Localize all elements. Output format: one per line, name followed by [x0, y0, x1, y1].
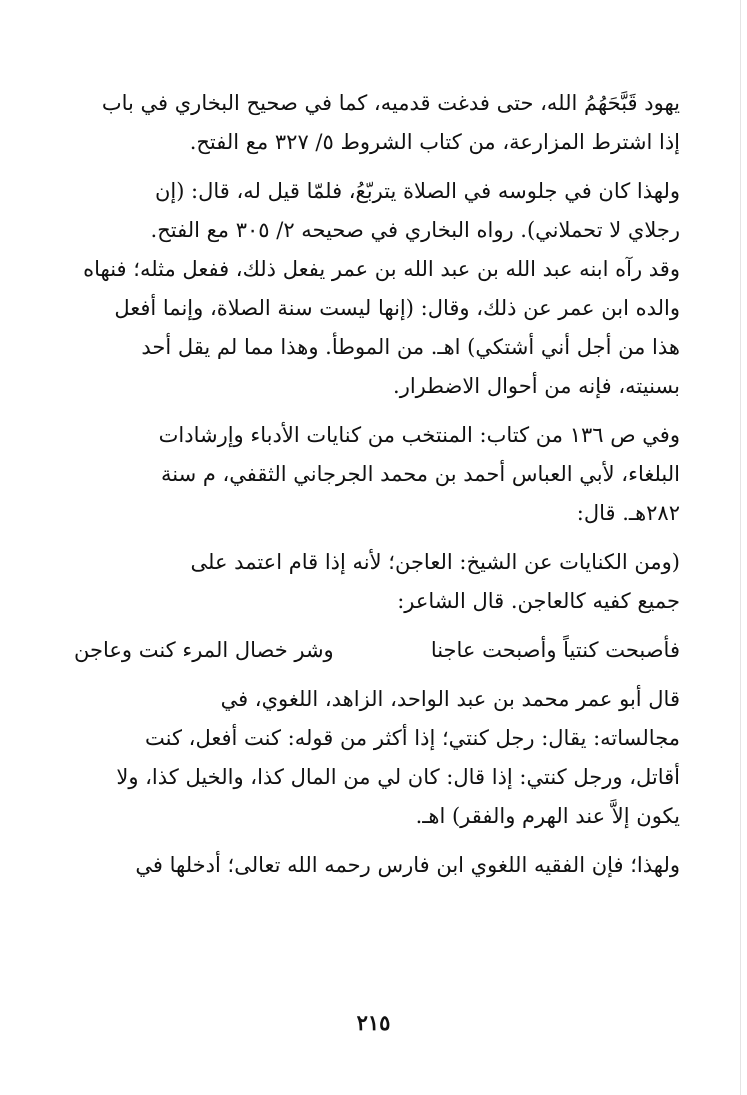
text-line: وفي ص ١٣٦ من كتاب: المنتخب من كنايات الأدباء وإرشادات: [158, 423, 680, 447]
text-line: جميع كفيه كالعاجن. قال الشاعر:: [397, 589, 680, 613]
text-line: مجالساته: يقال: رجل كنتي؛ إذا أكثر من قوله: كنت أفعل، كنت: [145, 726, 680, 750]
text-line: ٢٨٢هـ. قال:: [576, 501, 680, 525]
text-line: رجلاي لا تحملاني). رواه البخاري في صحيحه ٢/ ٣٠٥ مع الفتح.: [150, 218, 680, 242]
text-line: إذا اشترط المزارعة، من كتاب الشروط ٥/ ٣٢٧ مع الفتح.: [189, 130, 680, 154]
page-number: ٢١٥: [356, 1010, 391, 1035]
text-line: والده ابن عمر عن ذلك، وقال: (إنها ليست سنة الصلاة، وإنما أفعل: [114, 296, 680, 320]
text-line: يكون إلاَّ عند الهرم والفقر) اهـ.: [415, 804, 680, 828]
paragraph-3: [74, 416, 680, 533]
text-line: (ومن الكنايات عن الشيخ: العاجن؛ لأنه إذا قام اعتمد على: [190, 550, 680, 574]
text-line: بسنيته، فإنه من أحوال الاضطرار.: [393, 374, 680, 398]
text-line: قال أبو عمر محمد بن عبد الواحد، الزاهد، اللغوي، في: [220, 687, 680, 711]
text-line: ولهذا؛ فإن الفقيه اللغوي ابن فارس رحمه الله تعالى؛ أدخلها في: [135, 853, 680, 877]
verse-first-hemistich: فأصبحت كنتياً وأصبحت عاجنا: [430, 638, 680, 662]
page-edge-line: [740, 0, 741, 1095]
verse-second-hemistich: وشر خصال المرء كنت وعاجن: [74, 638, 334, 662]
text-line: البلغاء، لأبي العباس أحمد بن محمد الجرجاني الثقفي، م سنة: [160, 462, 680, 486]
paragraph-2: [74, 172, 680, 406]
text-line: ولهذا كان في جلوسه في الصلاة يتربّعُ، فلمّا قيل له، قال: (إن: [154, 179, 680, 203]
paragraph-4: [74, 543, 680, 621]
paragraph-6: [74, 846, 680, 885]
text-line: يهود قَبَّحَهُمُ الله، حتى فدغت قدميه، كما في صحيح البخاري في باب: [101, 91, 680, 115]
page-body: [74, 84, 680, 885]
paragraph-1: [74, 84, 680, 162]
paragraph-5: [74, 680, 680, 836]
text-line: وقد رآه ابنه عبد الله بن عبد الله بن عمر يفعل ذلك، ففعل مثله؛ فنهاه: [83, 257, 680, 281]
poetry-verse: [74, 631, 680, 670]
text-line: هذا من أجل أني أشتكي) اهـ. من الموطأ. وهذا مما لم يقل أحد: [141, 335, 680, 359]
text-line: أقاتل، ورجل كنتي: إذا قال: كان لي من المال كذا، والخيل كذا، ولا: [116, 765, 680, 789]
